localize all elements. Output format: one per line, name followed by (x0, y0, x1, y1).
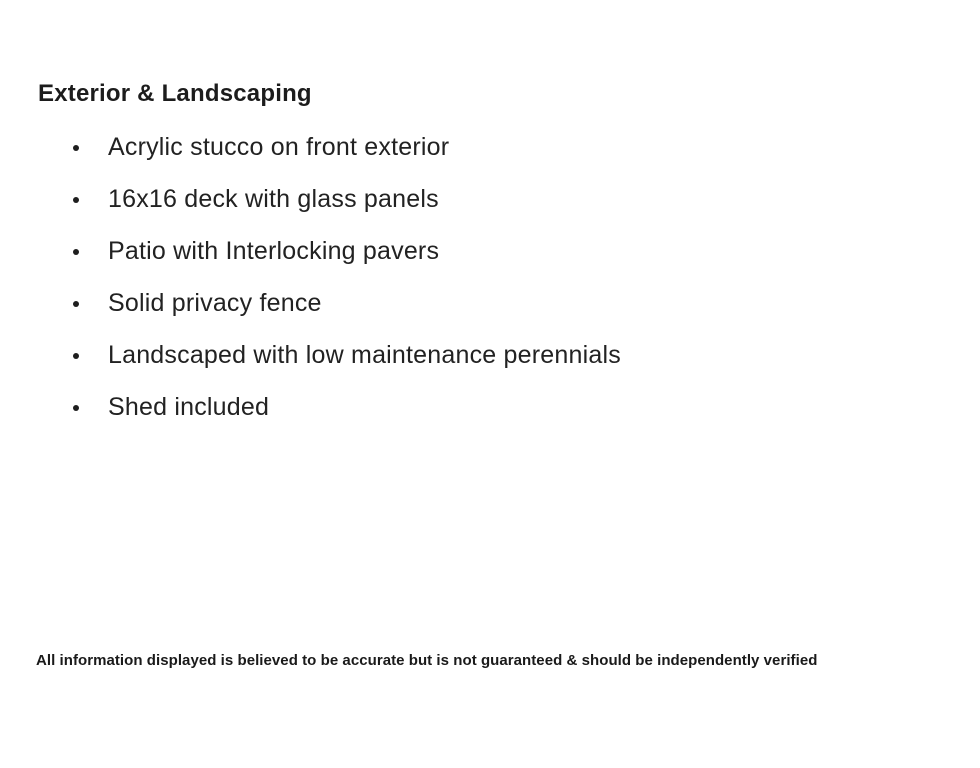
section-heading: Exterior & Landscaping (38, 80, 312, 107)
bullet-icon (73, 353, 79, 359)
bullet-icon (73, 145, 79, 151)
list-item-label: Solid privacy fence (108, 289, 322, 317)
list-item-label: Patio with Interlocking pavers (108, 237, 440, 265)
bullet-icon (73, 249, 79, 255)
bullet-icon (73, 405, 79, 411)
list-item-label: Shed included (108, 393, 270, 421)
bullet-icon (73, 301, 79, 307)
list-item-label: Landscaped with low maintenance perennials (108, 341, 621, 369)
disclaimer-text: All information displayed is believed to be accurate but is not guaranteed & should be independently verified (36, 652, 818, 669)
bullet-icon (73, 197, 79, 203)
list-item-label: 16x16 deck with glass panels (108, 185, 439, 213)
list-item-label: Acrylic stucco on front exterior (108, 133, 450, 161)
